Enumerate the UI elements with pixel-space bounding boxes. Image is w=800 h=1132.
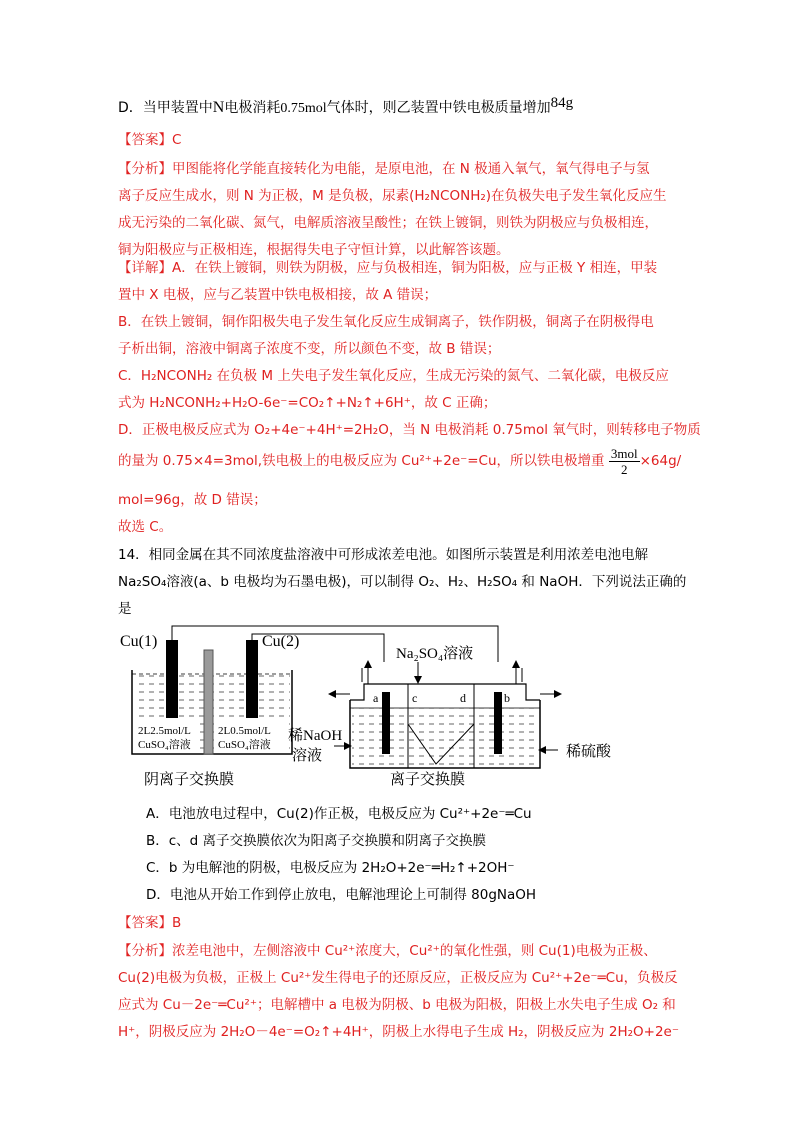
membrane-d-label: d — [460, 691, 466, 705]
q13-d-line2-prefix: 的量为 0.75×4=3mol,铁电极上的电极反应为 Cu²⁺+2e⁻=Cu，所以铁电极增重 — [118, 453, 605, 469]
q14-stem-1: 14．相同金属在其不同浓度盐溶液中可形成浓差电池。如图所示装置是利用浓差电池电解 — [118, 547, 649, 563]
electrolysis-cell — [288, 644, 612, 788]
naoh-label-2: 溶液 — [292, 748, 323, 764]
left-solution-name: CuSO₄溶液 — [138, 739, 191, 751]
electrode-b — [494, 692, 502, 754]
q13-detail-5: C．H₂NCONH₂ 在负极 M 上失电子发生氧化反应，生成无污染的氮气、二氧化碳，电极反应 — [118, 368, 669, 384]
cu1-label: Cu(1) — [120, 633, 158, 650]
fraction-denominator: 2 — [620, 461, 628, 477]
q13-analysis-4: 铜为阳极应与正极相连，根据得失电子守恒计算，以此解答该题。 — [118, 242, 510, 258]
fraction-numerator: 3mol — [610, 445, 638, 461]
cu2-electrode — [246, 640, 258, 718]
electrode-a — [382, 692, 390, 754]
q13-d-line2-suffix: ×64g/ — [639, 453, 682, 469]
q13-analysis-1: 【分析】甲图能将化学能直接转化为电能，是原电池，在 N 极通入氧气，氧气得电子与氢 — [118, 161, 650, 177]
right-solution-concentration: 2L0.5mol/L — [218, 725, 271, 737]
option-a: A．电池放电过程中，Cu(2)作正极，电极反应为 Cu²⁺+2e⁻═Cu — [146, 806, 532, 822]
option-d: D．电池从开始工作到停止放电，电解池理论上可制得 80gNaOH — [146, 887, 537, 903]
option-b: B．c、d 离子交换膜依次为阳离子交换膜和阴离子交换膜 — [146, 833, 487, 849]
q13-detail-7: D．正极电极反应式为 O₂+4e⁻+4H⁺=2H₂O，当 N 电极消耗 0.75mol 氧气时，则转移电子物质 — [118, 422, 701, 438]
cu1-electrode — [166, 640, 178, 718]
electrode-b-label: b — [504, 691, 510, 705]
q13-analysis-3: 成无污染的二氧化碳、氮气，电解质溶液呈酸性；在铁上镀铜，则铁为阴极应与负极相连， — [118, 215, 658, 231]
option-d-mid2: 气体时，则乙装置中铁电极质量增加 — [326, 100, 551, 116]
anion-exchange-membrane — [204, 650, 213, 754]
q13-detail-1: 【详解】A．在铁上镀铜，则铁为阴极，应与负极相连，铜为阳极，应与正极 Y 相连，甲装 — [118, 260, 658, 276]
q13-answer: 【答案】C — [118, 132, 182, 148]
ion-exchange-membrane-label: 离子交换膜 — [390, 772, 466, 788]
q13-detail-6: 式为 H₂NCONH₂+H₂O-6e⁻=CO₂↑+N₂↑+6H⁺，故 C 正确； — [118, 395, 497, 411]
q14-analysis-2: Cu(2)电极为负极，正极上 Cu²⁺发生得电子的还原反应，正极反应为 Cu²⁺+2e⁻═Cu，负极反 — [118, 970, 678, 986]
q14-analysis-3: 应式为 Cu－2e⁻═Cu²⁺；电解槽中 a 电极为阴极、b 电极为阳极，阳极上水失电子生成 O₂ 和 — [118, 997, 676, 1013]
right-solution-name: CuSO₄溶液 — [218, 739, 271, 751]
q14-analysis-1: 【分析】浓差电池中，左侧溶液中 Cu²⁺浓度大，Cu²⁺的氧化性强，则 Cu(1)电极为正极、 — [118, 943, 657, 959]
q14-stem-2: Na₂SO₄溶液(a、b 电极均为石墨电极)，可以制得 O₂、H₂、H₂SO₄ 和 NaOH．下列说法正确的 — [118, 574, 687, 590]
sulfuric-acid-label: 稀硫酸 — [566, 744, 612, 760]
option-d-amount: 0.75mol — [280, 101, 327, 116]
cu2-label: Cu(2) — [262, 633, 300, 650]
q13-conclusion: 故选 C。 — [118, 519, 173, 535]
q13-detail-2: 置中 X 电极，应与乙装置中铁电极相接，故 A 错误； — [118, 287, 438, 303]
q14-answer: 【答案】B — [118, 915, 182, 931]
q14-analysis-4: H⁺，阴极反应为 2H₂O－4e⁻=O₂↑+4H⁺，阴极上水得电子生成 H₂，阴极反应为 2H₂O+2e⁻ — [118, 1024, 679, 1040]
option-d-line — [118, 95, 574, 119]
option-d-prefix: D．当甲装置中 — [118, 100, 213, 116]
q13-detail-3: B．在铁上镀铜，铜作阳极失电子发生氧化反应生成铜离子，铁作阴极，铜离子在阴极得电 — [118, 314, 654, 330]
electrode-a-label: a — [373, 691, 379, 705]
option-d-mass: 84g — [550, 95, 574, 111]
membrane-c-label: c — [412, 691, 418, 705]
anion-exchange-membrane-label: 阴离子交换膜 — [144, 772, 235, 788]
option-d-mid1: 电极消耗 — [224, 100, 281, 116]
na2so4-label: Na₂SO₄溶液 — [396, 646, 474, 662]
naoh-label: 稀NaOH — [288, 728, 343, 744]
q13-detail-4: 子析出铜，溶液中铜离子浓度不变，所以颜色不变，故 B 错误； — [118, 341, 501, 357]
concentration-cell-diagram — [118, 624, 658, 794]
q13-analysis-2: 离子反应生成水，则 N 为正极，M 是负极，尿素(H₂NCONH₂)在负极失电子发生氧化反应生 — [118, 188, 667, 204]
option-d-n: N — [212, 99, 225, 116]
left-solution-concentration: 2L2.5mol/L — [138, 725, 191, 737]
option-c: C．b 为电解池的阴极，电极反应为 2H₂O+2e⁻═H₂↑+2OH⁻ — [146, 860, 515, 876]
q13-detail-8 — [118, 444, 681, 478]
q14-stem-3: 是 — [118, 601, 132, 617]
q13-detail-9: mol=96g，故 D 错误； — [118, 492, 267, 508]
fraction — [609, 446, 640, 477]
